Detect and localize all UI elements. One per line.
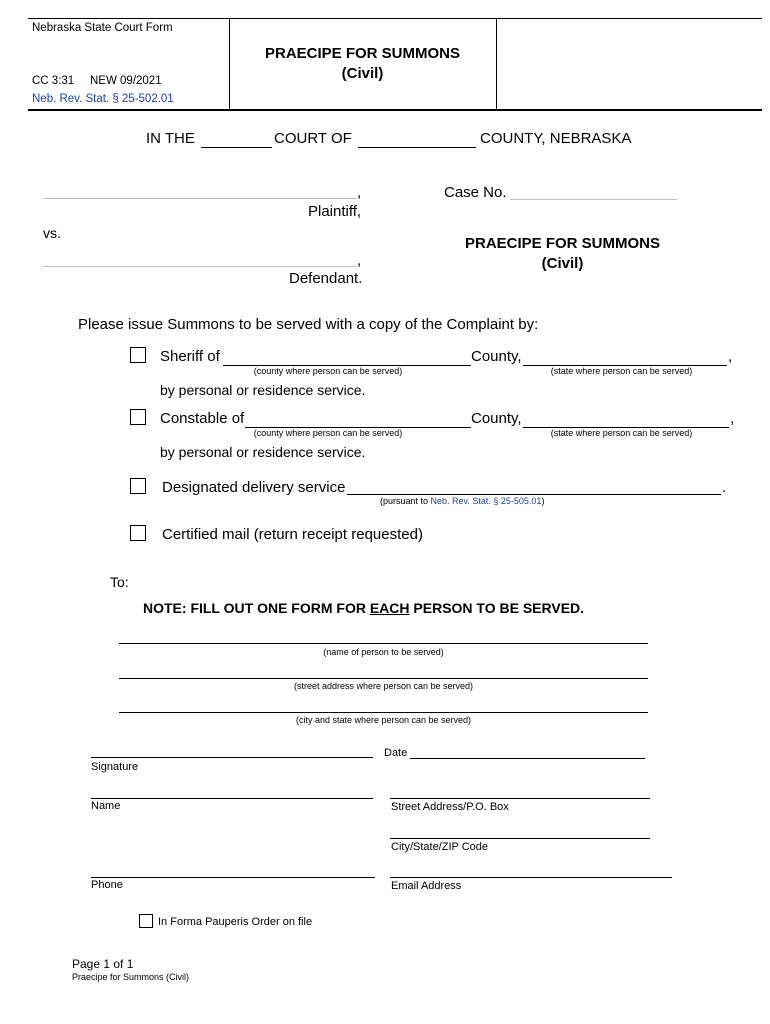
email-line[interactable] <box>390 877 672 878</box>
plaintiff-label: Plaintiff, <box>308 203 362 220</box>
signature-label: Signature <box>91 761 139 773</box>
form-label: Nebraska State Court Form <box>32 22 173 34</box>
header-divider-right <box>496 18 497 110</box>
phone-line[interactable] <box>91 877 375 878</box>
court-of: COURT OF <box>274 130 352 147</box>
defendant-label: Defendant. <box>289 270 363 287</box>
email-label: Email Address <box>391 880 462 892</box>
court-in-the: IN THE <box>146 130 195 147</box>
note-prefix: NOTE: FILL OUT ONE FORM FOR <box>143 600 370 616</box>
county-name-blank[interactable] <box>358 147 476 148</box>
note-suffix: PERSON TO BE SERVED. <box>409 600 585 616</box>
footer-form-name: Praecipe for Summons (Civil) <box>72 972 190 982</box>
phone-label: Phone <box>91 879 123 891</box>
date-line[interactable] <box>410 758 645 759</box>
city-line[interactable] <box>390 838 650 839</box>
sheriff-trailing-comma: , <box>728 348 733 365</box>
date-label: Date <box>384 747 408 759</box>
served-street-line[interactable] <box>119 678 648 679</box>
header-statute: Neb. Rev. Stat. § 25-502.01 <box>32 93 174 105</box>
delivery-trailing-period: . <box>722 479 727 496</box>
form-version: NEW 09/2021 <box>90 75 162 87</box>
street-label: Street Address/P.O. Box <box>391 801 509 813</box>
constable-service: by personal or residence service. <box>160 444 366 460</box>
vs-label: vs. <box>43 225 61 241</box>
defendant-blank[interactable] <box>43 266 356 267</box>
constable-checkbox[interactable] <box>130 409 146 425</box>
sheriff-county-label: County, <box>471 348 522 365</box>
served-city-line[interactable] <box>119 712 648 713</box>
header-title <box>229 44 496 84</box>
caption-title-line1: PRAECIPE FOR SUMMONS <box>464 235 660 252</box>
city-label: City/State/ZIP Code <box>391 841 489 853</box>
certified-label: Certified mail (return receipt requested) <box>162 526 423 543</box>
street-line[interactable] <box>390 798 650 799</box>
constable-county-hint: (county where person can be served) <box>253 428 403 438</box>
sheriff-service: by personal or residence service. <box>160 382 366 398</box>
constable-label: Constable of <box>160 410 245 427</box>
form-number: CC 3:31 <box>32 75 75 87</box>
sheriff-label: Sheriff of <box>160 348 220 365</box>
court-name-blank[interactable] <box>201 147 272 148</box>
served-name-line[interactable] <box>119 643 648 644</box>
served-city-hint: (city and state where person can be served) <box>295 715 472 725</box>
sheriff-county-hint: (county where person can be served) <box>253 366 403 376</box>
ifp-checkbox[interactable] <box>139 914 153 928</box>
constable-county-label: County, <box>471 410 522 427</box>
name-label: Name <box>91 800 121 812</box>
delivery-hint <box>380 496 544 506</box>
caption-title <box>450 234 675 274</box>
delivery-checkbox[interactable] <box>130 478 146 494</box>
note-text <box>143 600 584 616</box>
court-county-nebraska: COUNTY, NEBRASKA <box>480 130 632 147</box>
footer-page: Page 1 of 1 <box>72 957 134 971</box>
defendant-comma: , <box>357 252 362 269</box>
header-title-line2: (Civil) <box>341 65 384 82</box>
header-top-rule <box>28 18 762 19</box>
case-no-blank[interactable] <box>510 199 677 200</box>
signature-line[interactable] <box>91 757 373 758</box>
name-line[interactable] <box>91 798 373 799</box>
served-street-hint: (street address where person can be served) <box>293 681 474 691</box>
delivery-hint-prefix: (pursuant to <box>380 496 431 506</box>
plaintiff-comma: , <box>357 184 362 201</box>
delivery-service-blank[interactable] <box>347 494 721 495</box>
header-title-line1: PRAECIPE FOR SUMMONS <box>264 45 460 62</box>
delivery-hint-statute: Neb. Rev. Stat. § 25-505.01 <box>430 496 542 506</box>
case-no-label: Case No. <box>444 184 507 201</box>
plaintiff-blank[interactable] <box>43 198 356 199</box>
sheriff-checkbox[interactable] <box>130 347 146 363</box>
constable-state-hint: (state where person can be served) <box>550 428 693 438</box>
delivery-label: Designated delivery service <box>162 479 346 496</box>
delivery-hint-suffix: ) <box>541 496 545 506</box>
note-emphasis: EACH <box>369 600 410 616</box>
constable-trailing-comma: , <box>730 410 735 427</box>
served-name-hint: (name of person to be served) <box>323 647 444 657</box>
header-bottom-rule <box>28 109 762 111</box>
ifp-label: In Forma Pauperis Order on file <box>158 916 313 928</box>
caption-title-line2: (Civil) <box>541 255 584 272</box>
instructions-text: Please issue Summons to be served with a copy of the Complaint by: <box>78 316 539 333</box>
sheriff-state-hint: (state where person can be served) <box>550 366 693 376</box>
to-label: To: <box>110 574 129 590</box>
certified-checkbox[interactable] <box>130 525 146 541</box>
